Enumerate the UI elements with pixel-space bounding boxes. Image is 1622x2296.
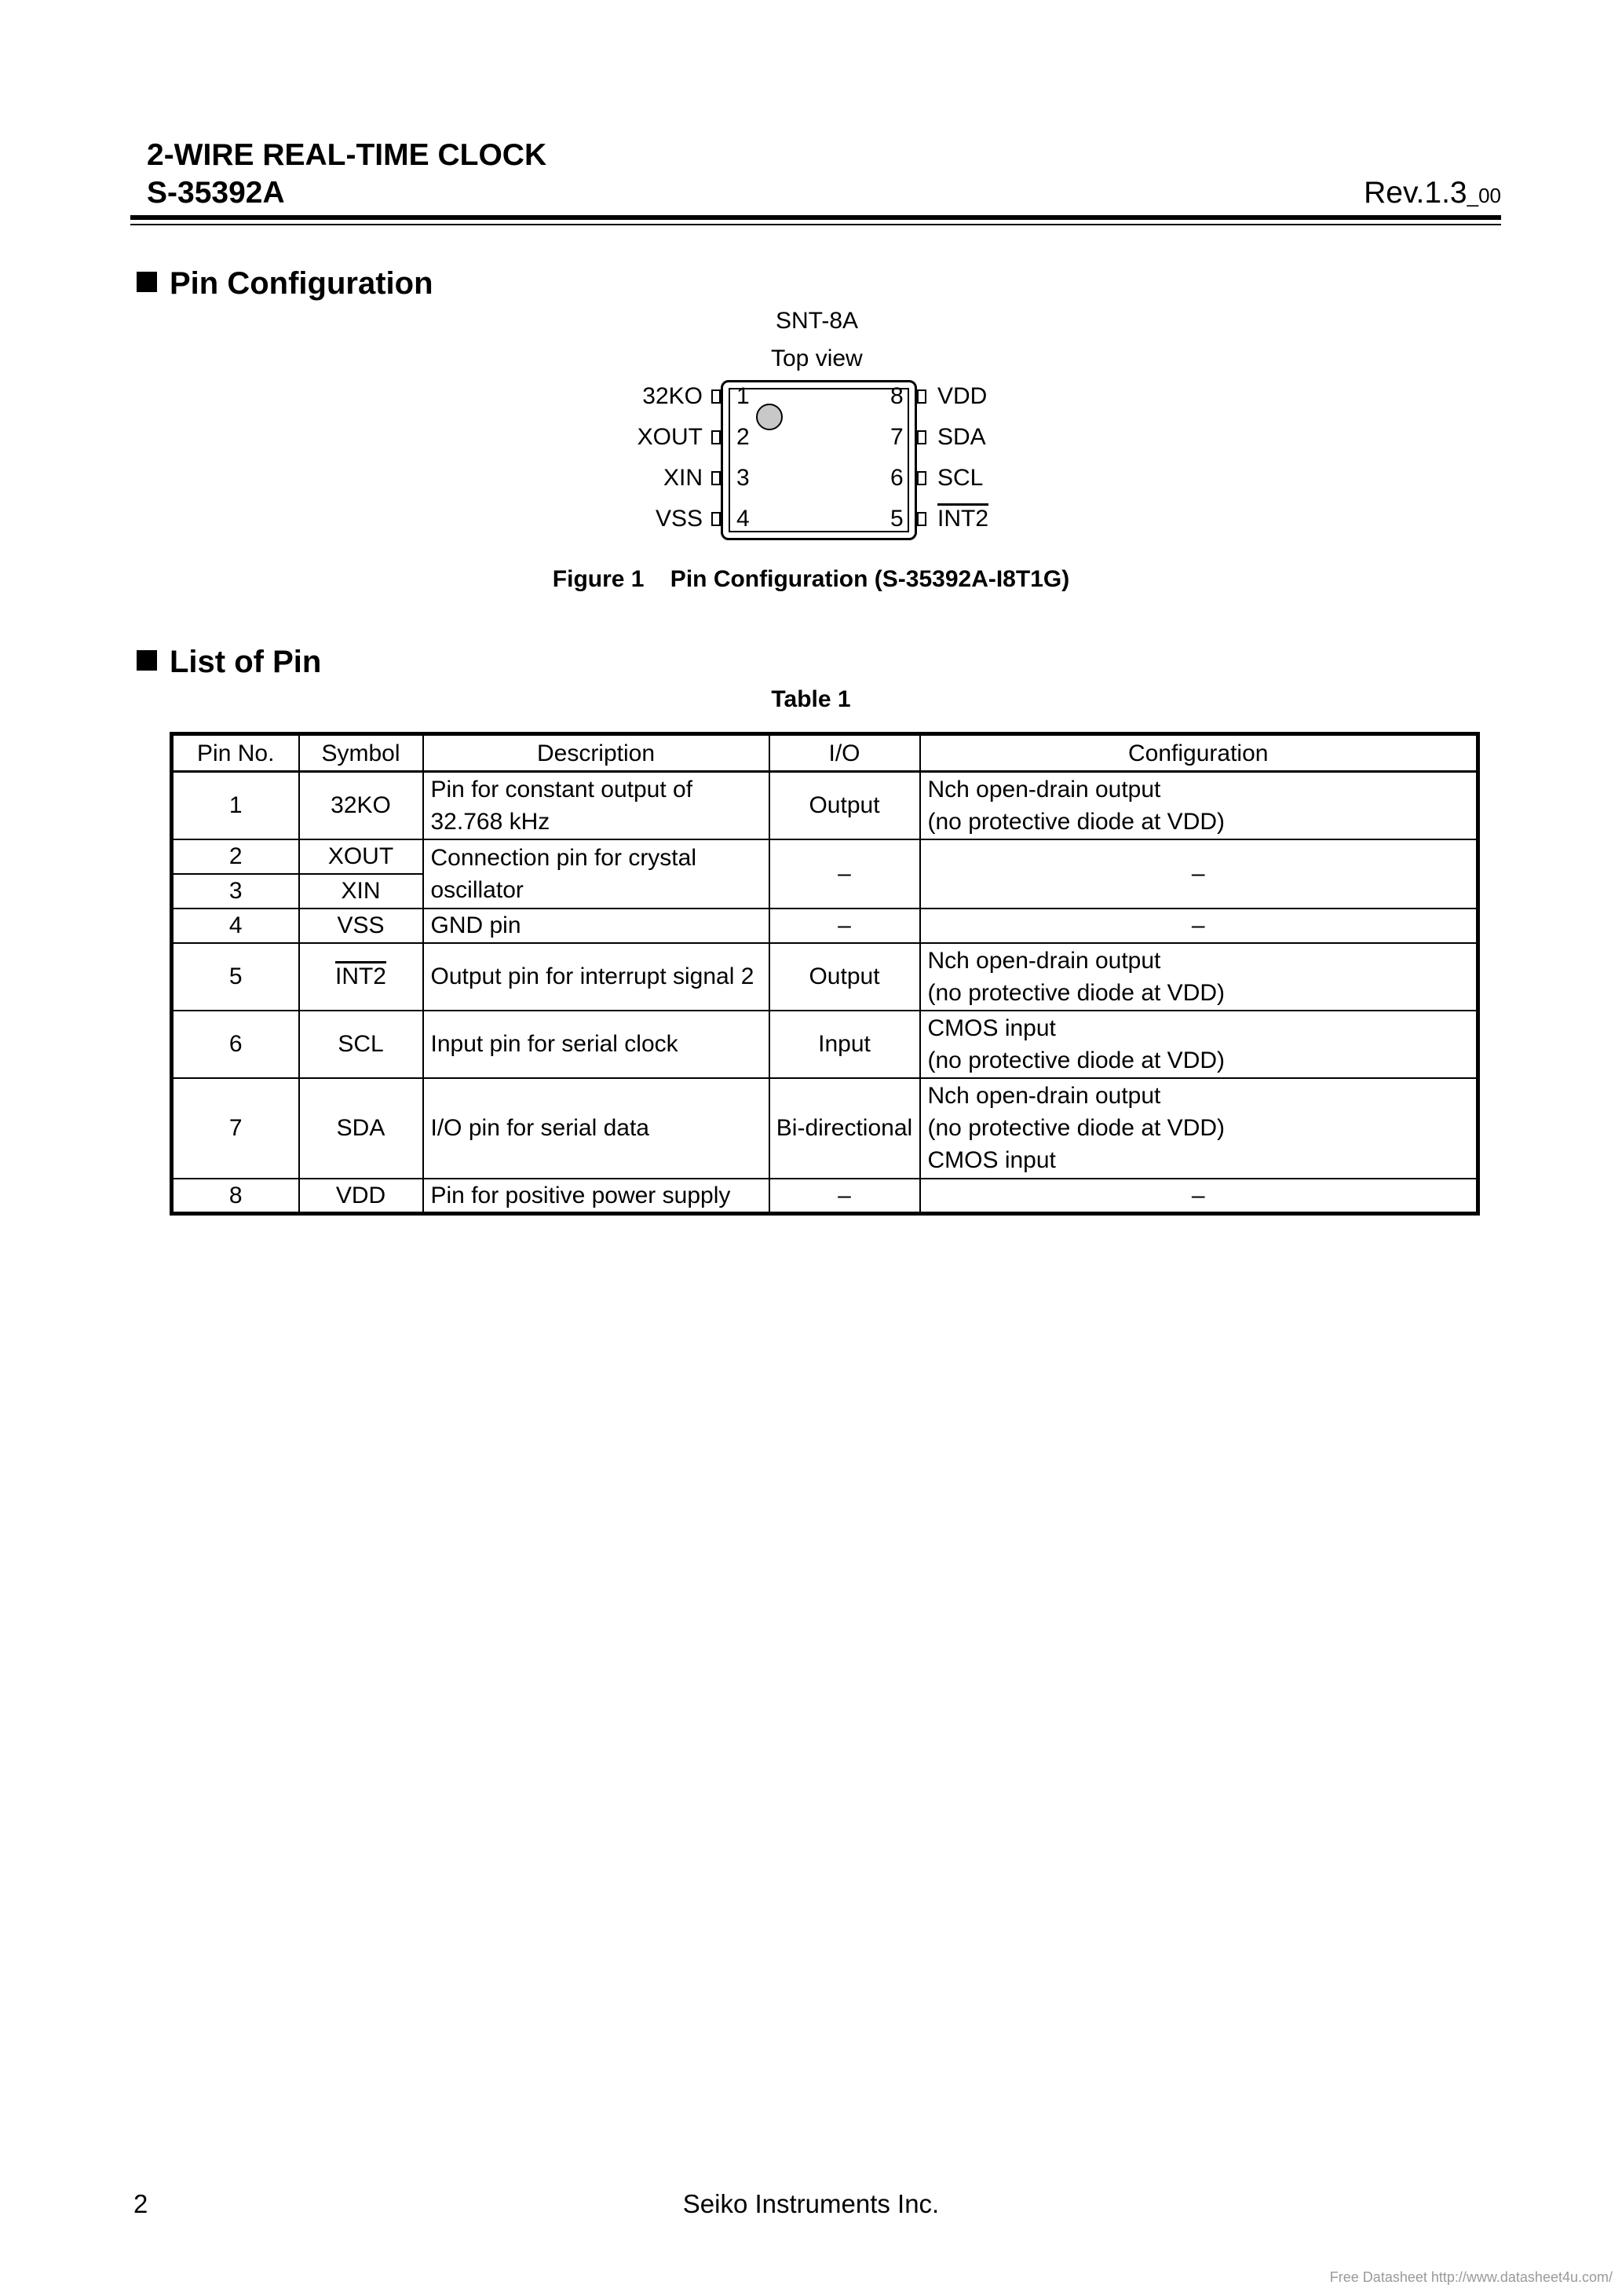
pin-label-right: VDD: [937, 383, 988, 409]
pin-pad: [711, 512, 721, 526]
table-row: [172, 943, 1478, 1011]
table-row: [172, 1011, 1478, 1078]
pin-table: [170, 732, 1480, 1216]
watermark: Free Datasheet http://www.datasheet4u.com/: [1329, 2269, 1613, 2285]
pin-number: 6: [890, 465, 904, 491]
pin-number: 8: [890, 383, 904, 409]
package-view: Top view: [771, 345, 863, 371]
pin-list-heading: [137, 642, 321, 682]
ic-body-inner: [729, 388, 909, 532]
table-row: [172, 1078, 1478, 1179]
pin-number-cell: 7: [172, 1078, 299, 1179]
pin-label-left: XOUT: [637, 424, 703, 450]
pin-pad: [711, 430, 721, 444]
config-cell: Nch open-drain output (no protective diode at VDD): [920, 943, 1478, 1011]
config-cell: –: [920, 1179, 1478, 1214]
description-cell: Pin for constant output of 32.768 kHz: [423, 772, 769, 839]
symbol-cell: SCL: [299, 1011, 423, 1078]
symbol-cell: VSS: [299, 909, 423, 943]
description-cell: Pin for positive power supply: [423, 1179, 769, 1214]
pin-pad: [917, 430, 926, 444]
revision: [1364, 174, 1501, 214]
pin-pad: [917, 512, 926, 526]
config-cell: Nch open-drain output (no protective diode at VDD) CMOS input: [920, 1078, 1478, 1179]
pin-label-right: INT2: [937, 506, 989, 532]
pin-number-cell: 1: [172, 772, 299, 839]
symbol-cell: SDA: [299, 1078, 423, 1179]
table-row: [172, 772, 1478, 839]
symbol-cell: XIN: [299, 874, 423, 909]
symbol-cell: VDD: [299, 1179, 423, 1214]
column-header: Pin No.: [172, 734, 299, 772]
description-cell: GND pin: [423, 909, 769, 943]
description-cell: Connection pin for crystal oscillator: [423, 839, 769, 909]
company-name: Seiko Instruments Inc.: [682, 2189, 940, 2218]
header-rule-thin: [130, 224, 1501, 225]
square-bullet-icon: [137, 272, 157, 292]
pin-label-right: SCL: [937, 465, 984, 491]
pin-number-cell: 2: [172, 839, 299, 874]
pin-pad: [711, 389, 721, 404]
io-cell: –: [769, 909, 920, 943]
table-row: [172, 909, 1478, 943]
package-name: SNT-8A: [776, 308, 859, 334]
pin-number: 4: [736, 506, 750, 532]
pin-number: 2: [736, 424, 750, 450]
table-row: [172, 1179, 1478, 1214]
config-cell: –: [920, 839, 1478, 909]
pin-label-right: SDA: [937, 424, 986, 450]
description-cell: I/O pin for serial data: [423, 1078, 769, 1179]
document-title: 2-WIRE REAL-TIME CLOCK: [147, 138, 547, 172]
pin-number-cell: 6: [172, 1011, 299, 1078]
column-header: I/O: [769, 734, 920, 772]
symbol-cell: XOUT: [299, 839, 423, 874]
config-cell: –: [920, 909, 1478, 943]
pin-number-cell: 3: [172, 874, 299, 909]
pin-config-heading: [137, 264, 433, 303]
pin-number-cell: 5: [172, 943, 299, 1011]
figure-caption: Figure 1 Pin Configuration (S-35392A-I8T1G): [552, 566, 1070, 592]
pin-number-cell: 4: [172, 909, 299, 943]
pin-number: 3: [736, 465, 750, 491]
io-cell: –: [769, 839, 920, 909]
io-cell: Bi-directional: [769, 1078, 920, 1179]
page-number: 2: [133, 2189, 148, 2218]
description-cell: Input pin for serial clock: [423, 1011, 769, 1078]
pin-pad: [711, 471, 721, 485]
table-row: [172, 839, 1478, 874]
io-cell: –: [769, 1179, 920, 1214]
description-cell: Output pin for interrupt signal 2: [423, 943, 769, 1011]
pin1-marker-icon: [756, 404, 783, 430]
revision-main: Rev.1.3: [1364, 176, 1467, 210]
symbol-cell: 32KO: [299, 772, 423, 839]
symbol-cell: INT2: [299, 943, 423, 1011]
square-bullet-icon: [137, 650, 157, 671]
pin-number-cell: 8: [172, 1179, 299, 1214]
header-rule-thick: [130, 215, 1501, 220]
table-caption: Table 1: [771, 686, 851, 712]
part-number: S-35392A: [147, 176, 285, 210]
pin-list-heading-text: List of Pin: [170, 645, 322, 679]
io-cell: Input: [769, 1011, 920, 1078]
config-cell: CMOS input (no protective diode at VDD): [920, 1011, 1478, 1078]
pin-pad: [917, 471, 926, 485]
column-header: Configuration: [920, 734, 1478, 772]
revision-sub: _00: [1467, 184, 1501, 207]
column-header: Symbol: [299, 734, 423, 772]
config-cell: Nch open-drain output (no protective diode at VDD): [920, 772, 1478, 839]
pin-number: 5: [890, 506, 904, 532]
table-header-row: [172, 734, 1478, 772]
pin-number: 7: [890, 424, 904, 450]
pin-pad: [917, 389, 926, 404]
pin-label-left: XIN: [663, 465, 703, 491]
column-header: Description: [423, 734, 769, 772]
pin-config-heading-text: Pin Configuration: [170, 266, 433, 301]
pin-label-left: VSS: [655, 506, 703, 532]
pin-label-left: 32KO: [642, 383, 703, 409]
io-cell: Output: [769, 943, 920, 1011]
io-cell: Output: [769, 772, 920, 839]
pin-number: 1: [736, 383, 750, 409]
